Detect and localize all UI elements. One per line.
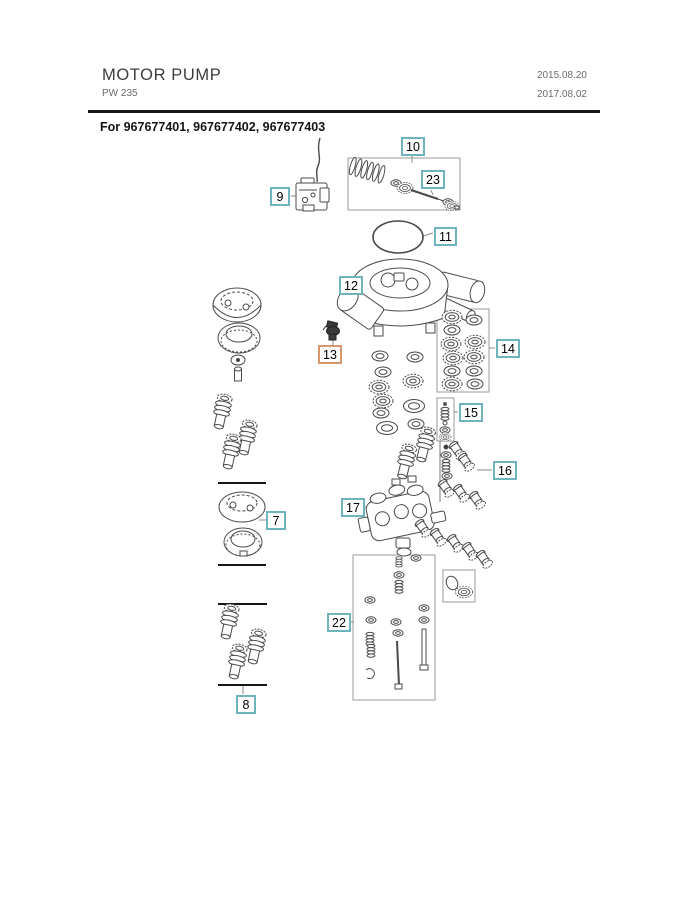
revision-date-2: 2017.08.02 — [536, 89, 587, 100]
callout-16: 16 — [493, 461, 517, 480]
callout-7: 7 — [266, 511, 286, 530]
callout-23: 23 — [421, 170, 445, 189]
callout-13: 13 — [318, 345, 342, 364]
callout-15: 15 — [459, 403, 483, 422]
part-14-seal-kit — [441, 310, 485, 391]
callout-11: 11 — [434, 227, 457, 246]
revision-date-1: 2015.08.20 — [536, 70, 587, 81]
upper-valve-stems — [210, 393, 258, 471]
callout-12: 12 — [339, 276, 363, 295]
applicability-line: For 967677401, 967677402, 967677403 — [100, 120, 326, 134]
part-11-o-ring — [373, 221, 423, 253]
part-17-manifold — [353, 476, 448, 561]
page-title: MOTOR PUMP — [102, 66, 222, 84]
box-part-22 — [353, 555, 435, 700]
part-12-pump-head — [333, 259, 487, 336]
callout-10: 10 — [401, 137, 425, 156]
mid-valve-stems — [394, 426, 437, 481]
callout-8: 8 — [236, 695, 256, 714]
spring — [348, 157, 386, 184]
model-number: PW 235 — [102, 88, 138, 99]
swash-plate-stack — [213, 288, 261, 381]
fitting-kit-contents — [444, 574, 472, 597]
small-parts-stack — [441, 445, 452, 479]
callout-17: 17 — [341, 498, 365, 517]
callout-leaders — [243, 156, 495, 694]
part-7-bearing-group — [218, 483, 266, 565]
part-15-check-valve-kit — [439, 402, 451, 441]
callout-22: 22 — [327, 613, 351, 632]
seal-washer-stack — [369, 351, 425, 435]
part-9-switch — [296, 138, 329, 211]
callout-14: 14 — [496, 339, 520, 358]
needle — [411, 190, 438, 199]
part-22-repair-kit — [365, 557, 429, 689]
seal — [397, 183, 413, 194]
piston-fittings — [414, 518, 494, 570]
part-13-thermal-valve — [323, 321, 340, 340]
part-8-piston-kit — [217, 603, 267, 685]
callout-9: 9 — [270, 187, 290, 206]
